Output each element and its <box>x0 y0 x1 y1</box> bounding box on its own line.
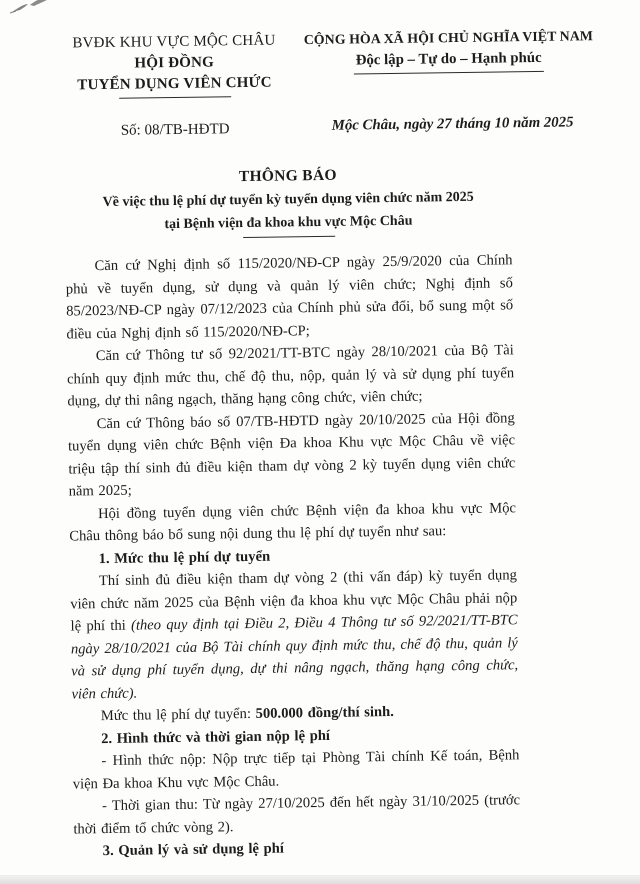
document-title-block <box>64 161 512 240</box>
document-subtitle-line-1: Về việc thu lệ phí dự tuyển kỳ tuyển dụng viên chức năm 2025 <box>102 189 474 211</box>
section-3-heading: 3. Quản lý và sử dụng lệ phí <box>102 840 285 860</box>
pen-scribble-mark <box>4 0 60 19</box>
authority-underline-rule <box>119 96 231 99</box>
document-body <box>65 249 520 863</box>
issuing-authority-parent: BVĐK KHU VỰC MỘC CHÂU <box>72 32 276 52</box>
payment-period-line: - Thời gian thu: Từ ngày 27/10/2025 đến hết ngày 31/10/2025 (trước thời điểm tổ chức vòng 2). <box>73 792 521 837</box>
issuing-authority-name-line-1: HỘI ĐỒNG <box>134 54 215 72</box>
title-underline-rule <box>243 236 335 238</box>
fee-amount-label: Mức thu lệ phí dự tuyển: <box>100 705 256 725</box>
section-1-paragraph <box>70 564 519 705</box>
document-subtitle-line-2: tại Bệnh viện đa khoa khu vực Mộc Châu <box>164 213 413 233</box>
announcement-lead-paragraph: Hội đồng tuyển dụng viên chức Bệnh viện đa khoa khu vực Mộc Châu thông báo bổ sung nội dung thu lệ phí dự tuyển như sau: <box>69 499 517 545</box>
national-header-block <box>296 26 601 75</box>
issuing-authority-name-line-2: TUYỂN DỤNG VIÊN CHỨC <box>77 74 272 94</box>
section-2-heading: 2. Hình thức và thời gian nộp lệ phí <box>101 727 331 747</box>
issuing-authority-block <box>66 31 282 100</box>
legal-basis-paragraph-3: Căn cứ Thông báo số 07/TB-HĐTD ngày 20/10/2025 của Hội đồng tuyển dụng viên chức Bệnh viện Đa khoa Khu vực Mộc Châu về việc triệu tập thí sinh đủ điều kiện tham dự vòng 2 kỳ tuyển dụng viên chức năm 2025; <box>67 409 516 500</box>
payment-method-line: - Hình thức nộp: Nộp trực tiếp tại Phòng Tài chính Kế toán, Bệnh viện Đa khoa Khu vực Mộc Châu. <box>72 747 520 792</box>
section-1-text: Thí sinh đủ điều kiện tham dự vòng 2 (thi vấn đáp) kỳ tuyển dụng viên chức năm 2025 của Bệnh viện đa khoa khu vực Mộc Châu phải nộp lệ phí thi <box>70 567 518 635</box>
national-motto: Độc lập – Tự do – Hạnh phúc <box>354 48 544 75</box>
document-title: THÔNG BÁO <box>238 166 337 186</box>
scan-edge-shadow <box>0 875 640 884</box>
place-date-line: Mộc Châu, ngày 27 tháng 10 năm 2025 <box>331 114 574 134</box>
fee-amount-value: 500.000 đồng/thí sinh. <box>255 703 394 722</box>
legal-basis-paragraph-2: Căn cứ Thông tư số 92/2021/TT-BTC ngày 28/10/2021 của Bộ Tài chính quy định mức thu, chế độ thu, nộp, quản lý và sử dụng phí tuyển dụng, dự thi nâng ngạch, thăng hạng công chức, viên chức; <box>67 342 515 410</box>
document-number: Số: 08/TB-HĐTD <box>120 121 230 139</box>
section-1-heading: 1. Mức thu lệ phí dự tuyển <box>98 548 271 567</box>
legal-basis-paragraph-1: Căn cứ Nghị định số 115/2020/NĐ-CP ngày 25/9/2020 của Chính phủ về tuyển dụng, sử dụng và quản lý viên chức; Nghị định số 85/2023/NĐ-CP ngày 07/12/2023 của Chính phủ sửa đổi, bổ sung một số điều của Nghị định số 115/2020/NĐ-CP; <box>65 252 514 343</box>
national-name: CỘNG HÒA XÃ HỘI CHỦ NGHĨA VIỆT NAM <box>303 28 594 48</box>
legal-reference-italic: (theo quy định tại Điều 2, Điều 4 Thông tư số 92/2021/TT-BTC ngày 28/10/2021 của Bộ Tài chính quy định mức thu, chế độ thu, quản lý và sử dụng phí tuyển dụng, dự thi nâng ngạch, thăng hạng công chức, viên chức). <box>70 612 519 702</box>
